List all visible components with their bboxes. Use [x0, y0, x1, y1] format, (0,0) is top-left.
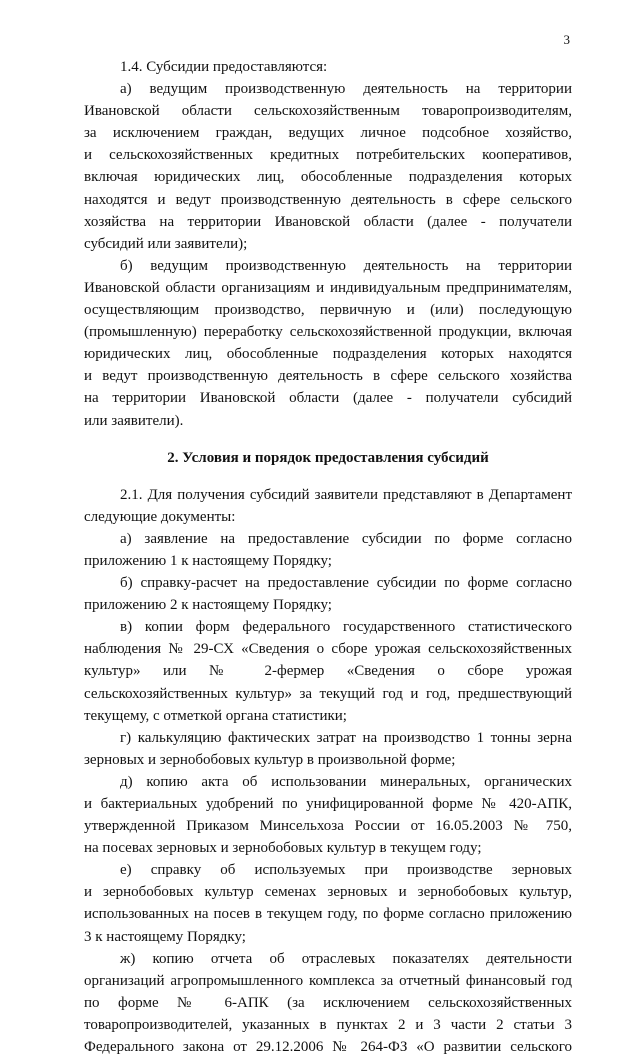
section-gap	[84, 432, 572, 447]
text-line: хозяйства на территории Ивановской области (далее - получатели	[84, 213, 572, 230]
section-2-heading: 2. Условия и порядок предоставления субсидий	[167, 449, 489, 466]
section-gap	[84, 469, 572, 484]
text-line: или заявители).	[84, 412, 184, 429]
text-line: приложению 2 к настоящему Порядку;	[84, 597, 332, 614]
text-line: осуществляющим производство, первичную и (или) последующую	[84, 302, 572, 319]
section-1-subsidies	[84, 56, 572, 432]
text-line: 2.1. Для получения субсидий заявители представляют в Департамент	[120, 486, 572, 503]
text-line: наблюдения № 29-СХ «Сведения о сборе урожая сельскохозяйственных	[84, 641, 572, 658]
text-line: б) ведущим производственную деятельность на территории	[120, 257, 572, 274]
section-2-conditions	[84, 484, 572, 1058]
text-line: текущему, с отметкой органа статистики;	[84, 707, 347, 724]
text-line: товаропроизводителей, указанных в пунктах 2 и 3 части 2 статьи 3	[84, 1016, 572, 1033]
text-line: г) калькуляцию фактических затрат на производство 1 тонны зерна	[120, 729, 572, 746]
text-line: юридических лиц, обособленные подразделения которых находятся	[84, 346, 572, 363]
text-line: 3 к настоящему Порядку;	[84, 928, 246, 945]
text-line: ж) копию отчета об отраслевых показателях деятельности	[120, 950, 572, 967]
text-line: и ведут производственную деятельность в сфере сельского хозяйства	[84, 368, 572, 385]
text-line: Ивановской области организациям и индивидуальным предпринимателям,	[84, 279, 572, 296]
text-line: утвержденной Приказом Минсельхоза России от 16.05.2003 № 750,	[84, 818, 572, 835]
text-line: сельскохозяйственных культур» за текущий год и год, предшествующий	[84, 685, 572, 702]
text-line: и сельскохозяйственных кредитных потребительских кооперативов,	[84, 147, 572, 164]
text-line: в) копии форм федерального государственного статистического	[120, 619, 572, 636]
text-line: субсидий или заявители);	[84, 235, 248, 252]
text-line: приложению 1 к настоящему Порядку;	[84, 552, 332, 569]
text-line: Федерального закона от 29.12.2006 № 264-ФЗ «О развитии сельского	[84, 1039, 572, 1056]
text-line: организаций агропромышленного комплекса за отчетный финансовый год	[84, 972, 572, 989]
text-line: д) копию акта об использовании минеральных, органических	[120, 773, 572, 790]
text-line: по форме № 6-АПК (за исключением сельскохозяйственных	[84, 994, 572, 1011]
text-line: Ивановской области сельскохозяйственным товаропроизводителям,	[84, 103, 572, 120]
text-line: а) ведущим производственную деятельность на территории	[120, 81, 572, 98]
text-line: находятся и ведут производственную деятельность в сфере сельского	[84, 191, 572, 208]
text-line: а) заявление на предоставление субсидии по форме согласно	[120, 530, 572, 547]
text-line: (промышленную) переработку сельскохозяйственной продукции, включая	[84, 324, 572, 341]
text-line: 1.4. Субсидии предоставляются:	[120, 59, 328, 75]
text-line: на посевах зерновых и зернобобовых культур в текущем году;	[84, 840, 482, 857]
page-number: 3	[563, 32, 570, 47]
text-line: е) справку об используемых при производстве зерновых	[120, 862, 572, 879]
text-line: следующие документы:	[84, 508, 236, 525]
text-line: использованных на посев в текущем году, по форме согласно приложению	[84, 906, 572, 923]
text-line: на территории Ивановской области (далее - получатели субсидий	[84, 390, 572, 407]
text-line: б) справку-расчет на предоставление субсидии по форме согласно	[120, 575, 572, 592]
text-line: за исключением граждан, ведущих личное подсобное хозяйство,	[84, 125, 572, 142]
text-line: культур» или № 2-фермер «Сведения о сборе урожая	[84, 663, 572, 680]
text-line: и бактериальных удобрений по унифицированной форме № 420-АПК,	[84, 796, 572, 812]
text-line: и зернобобовых культур семенах зерновых и зернобобовых культур,	[84, 884, 572, 901]
text-line: включая юридических лиц, обособленные подразделения которых	[84, 169, 572, 186]
text-line: зерновых и зернобобовых культур в произвольной форме;	[84, 751, 456, 768]
document-body	[84, 56, 572, 1058]
